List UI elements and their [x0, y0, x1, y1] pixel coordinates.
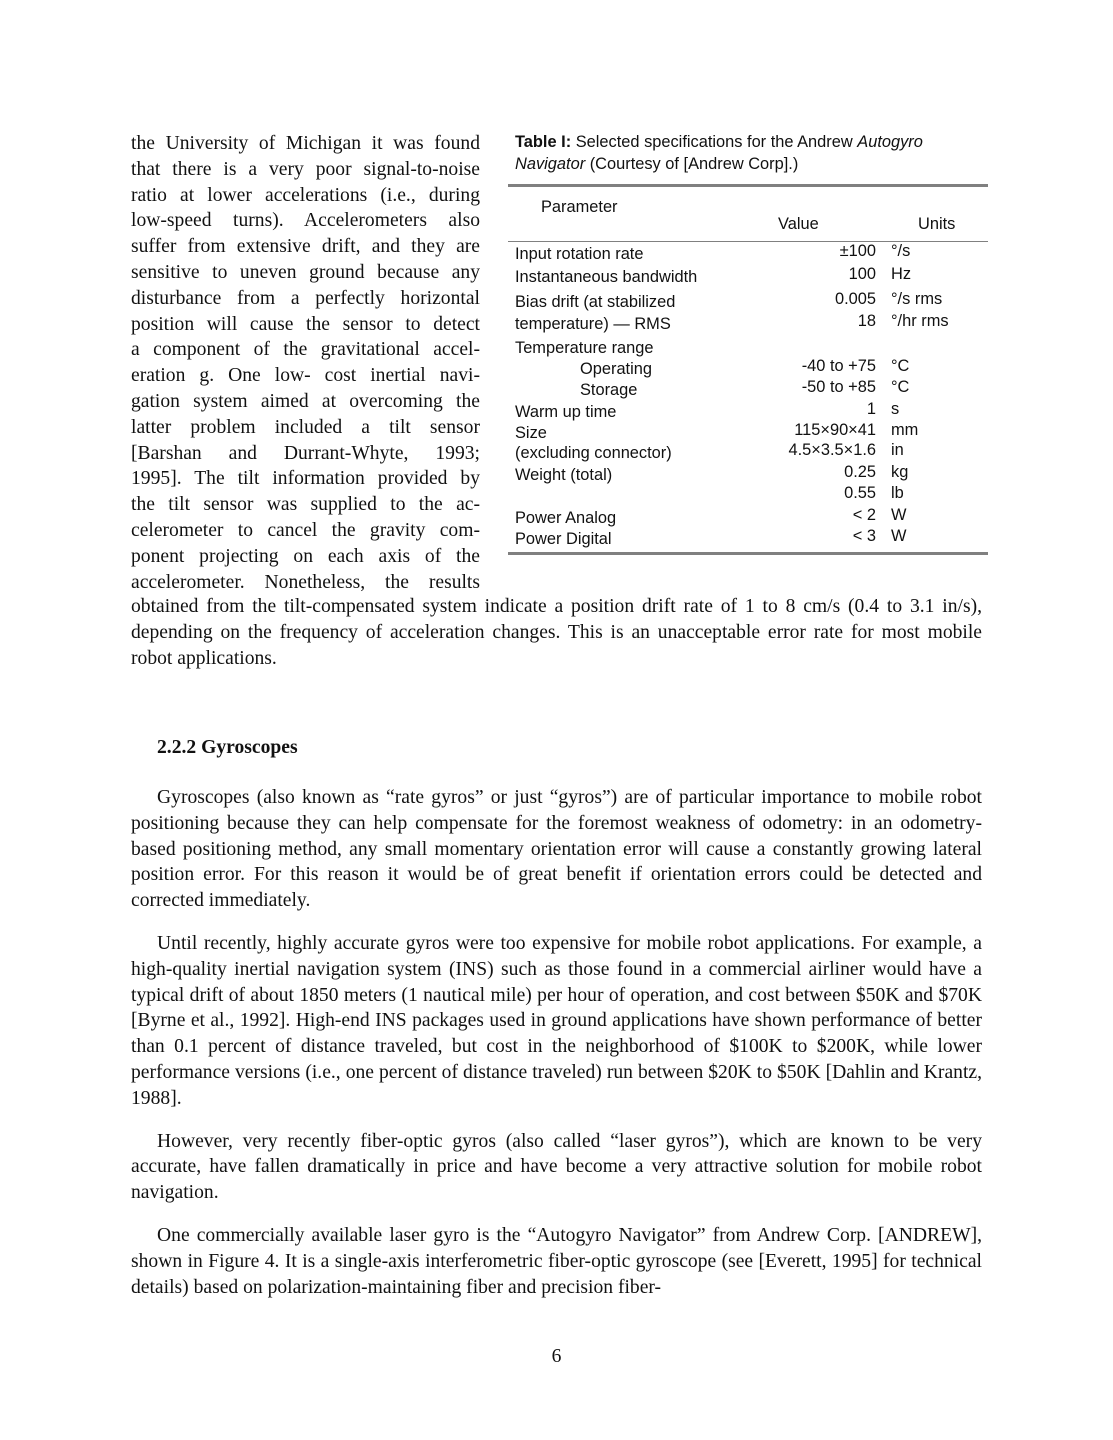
row-unit: °/s [891, 242, 911, 260]
paragraph: Until recently, highly accurate gyros were too expensive for mobile robot applications. For example, a high-quality inertial navigation system (INS) such as those found in a commercial airliner would have a typical drift of about 1850 meters (1 nautical mile) per hour of operation, and cost between $50K and $70K [Byrne et al., 1992]. High-end INS packages used in ground applications have shown performance of better than 0.1 percent of distance traveled, but cost in the neighborhood of $100K to $200K, while lower performance versions (i.e., one percent of distance traveled) run between $20K to $50K [Dahlin and Krantz, 1988]. [131, 932, 982, 1109]
row-parameter: Temperature range [515, 339, 654, 357]
row-unit: W [891, 527, 907, 545]
text-line: latter problem included a tilt sensor [131, 416, 480, 438]
row-unit: lb [891, 484, 904, 502]
row-unit: kg [891, 463, 909, 481]
paragraph: Gyroscopes (also known as “rate gyros” or just “gyros”) are of particular importance to mobile robot positioning because they can help compensate for the foremost weakness of odometry: in an odometry-based positioning method, any small momentary orientation error will cause a constantly growing lateral position error. For this reason it would be of great benefit if orientation errors could be detected and corrected immediately. [131, 787, 982, 912]
row-value: 0.005 [834, 290, 876, 308]
table-header [508, 187, 988, 241]
row-value: 100 [848, 265, 876, 283]
continuation-paragraph [131, 594, 982, 671]
row-unit: °/hr rms [891, 312, 949, 330]
text-line: that there is a very poor signal-to-noise [131, 158, 480, 180]
row-parameter: Bias drift (at stabilized [515, 293, 676, 311]
row-parameter: Power Digital [515, 530, 612, 548]
row-unit: °C [891, 357, 910, 375]
text-line: 1995]. The tilt information provided by [131, 468, 480, 490]
row-unit: s [891, 400, 900, 418]
header-value: Value [778, 215, 819, 233]
header-parameter: Parameter [541, 198, 618, 216]
paragraph: One commercially available laser gyro is the “Autogyro Navigator” from Andrew Corp. [ANDREW], shown in Figure 4. It is a single-axis interferometric fiber-optic gyroscope (see [Everett, 1995] for technical details) based on polarization-maintaining fiber and precision fiber- [131, 1224, 982, 1298]
wrapped-text-column [131, 131, 480, 595]
table-caption [508, 131, 988, 175]
row-value: 18 [857, 312, 876, 330]
text-line: the tilt sensor was supplied to the ac- [131, 494, 480, 516]
row-parameter: Input rotation rate [515, 245, 644, 263]
text-line: position will cause the sensor to detect [131, 313, 480, 335]
row-parameter: Size [515, 424, 547, 442]
row-value: 0.55 [844, 484, 876, 502]
text-line: [Barshan and Durrant-Whyte, 1993; [131, 442, 480, 464]
text-line: gation system aimed at overcoming the [131, 390, 480, 412]
text-line: celerometer to cancel the gravity com- [131, 519, 480, 541]
row-unit: W [891, 506, 907, 524]
text-line: accelerometer. Nonetheless, the results [131, 571, 480, 593]
table-caption-text: Selected specifications for the Andrew [571, 133, 858, 151]
row-parameter: temperature) — RMS [515, 315, 671, 333]
row-unit: mm [891, 421, 919, 439]
table-body [508, 242, 988, 552]
text-line: ponent projecting on each axis of the [131, 545, 480, 567]
table-bottom-rule [508, 552, 988, 555]
row-value: 1 [866, 400, 876, 418]
paragraph: However, very recently fiber-optic gyros (also called “laser gyros”), which are known to be very accurate, have fallen dramatically in price and have become a very attractive solution for mobile robot navigation. [131, 1130, 982, 1204]
row-value: 115×90×41 [794, 421, 876, 439]
row-value: -40 to +75 [801, 357, 876, 375]
text-line: sensitive to uneven ground because any [131, 261, 480, 283]
section-heading: 2.2.2 Gyroscopes [157, 737, 298, 758]
row-unit: °/s rms [891, 290, 943, 308]
row-value: 0.25 [844, 463, 876, 481]
paragraph: obtained from the tilt-compensated system indicate a position drift rate of 1 to 8 cm/s (0.4 to 3.1 in/s), depending on the frequency of acceleration changes. This is an unacceptable error rate for most mobile robot applications. [131, 596, 982, 669]
row-unit: Hz [891, 265, 912, 283]
row-value: -50 to +85 [801, 378, 876, 396]
row-unit: °C [891, 378, 910, 396]
text-line: ratio at lower accelerations (i.e., during [131, 184, 480, 206]
row-parameter: Storage [580, 381, 638, 399]
text-line: disturbance from a perfectly horizontal [131, 287, 480, 309]
row-value: < 2 [852, 506, 876, 524]
row-value: < 3 [852, 527, 876, 545]
header-units: Units [918, 215, 956, 233]
row-parameter: Power Analog [515, 509, 617, 527]
row-value: ±100 [839, 242, 876, 260]
text-line: a component of the gravitational accel- [131, 339, 480, 361]
row-parameter: Operating [580, 360, 652, 378]
page-number: 6 [551, 1346, 562, 1367]
text-line: eration g. One low- cost inertial navi- [131, 365, 480, 387]
row-parameter: Instantaneous bandwidth [515, 268, 698, 286]
text-line: suffer from extensive drift, and they are [131, 236, 480, 258]
text-line: low-speed turns). Accelerometers also [131, 210, 480, 232]
text-line: the University of Michigan it was found [131, 133, 480, 154]
section-body [131, 785, 982, 1300]
table-caption-product: Autogyro Navigator [515, 133, 923, 173]
table-caption-text: (Courtesy of [Andrew Corp].) [585, 155, 799, 173]
table-caption-label: Table I: [515, 133, 572, 151]
row-parameter: Warm up time [515, 403, 617, 421]
row-value: 4.5×3.5×1.6 [788, 441, 876, 459]
row-parameter: Weight (total) [515, 466, 613, 484]
row-unit: in [891, 441, 904, 459]
row-parameter: (excluding connector) [515, 444, 672, 462]
spec-table [508, 131, 988, 555]
